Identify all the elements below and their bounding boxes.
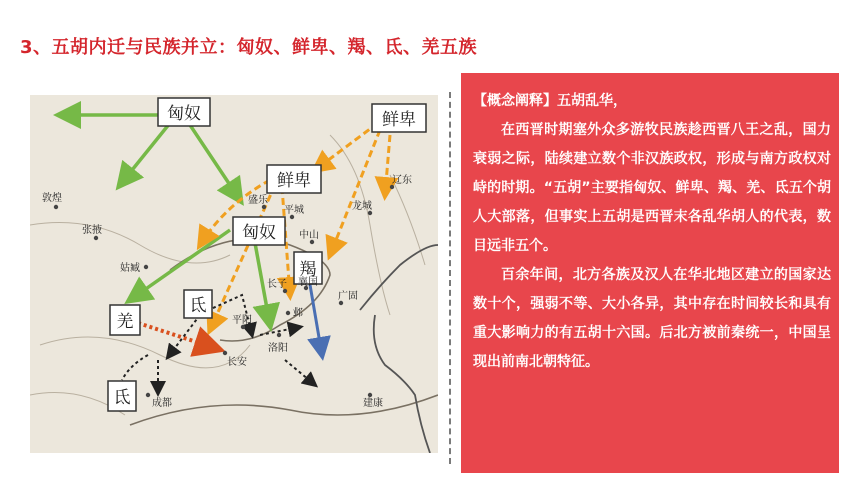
tribe-xiongnu-top	[158, 98, 210, 126]
tribe-di-center	[184, 290, 212, 318]
tribe-xianbei-center-label: 鲜卑	[277, 171, 311, 191]
place-pingyang: 平阳	[232, 315, 252, 326]
place-guanggu: 广固	[338, 291, 358, 302]
tribe-xiongnu-center	[233, 217, 285, 245]
place-liaodong: 辽东	[392, 175, 412, 186]
tribe-xianbei-right	[372, 104, 426, 132]
place-chengdu: 成都	[152, 398, 172, 409]
xianbei-arrows	[200, 123, 390, 330]
place-dunhuang: 敦煌	[42, 193, 62, 204]
page-title: 3、五胡内迁与民族并立：匈奴、鲜卑、羯、氐、羌五族	[20, 37, 478, 58]
tribe-di-lower	[108, 381, 136, 411]
panel-heading: 【概念阐释】五胡乱华，	[473, 93, 627, 109]
place-zhongshan: 中山	[299, 230, 319, 241]
tribe-jie-label: 羯	[299, 260, 317, 280]
tribe-xiongnu-top-label: 匈奴	[167, 104, 201, 124]
tribe-qiang	[110, 305, 140, 335]
place-longcheng: 龙城	[352, 201, 372, 212]
place-zhangye: 张掖	[82, 225, 102, 236]
tribe-xianbei-center	[267, 165, 321, 193]
concept-panel	[461, 73, 839, 473]
coastline	[360, 245, 438, 453]
tribe-di-lower-label: 氐	[113, 388, 131, 408]
tribe-xiongnu-center-label: 匈奴	[242, 223, 276, 243]
tribe-qiang-label: 羌	[116, 312, 134, 332]
place-xiangguo: 襄国	[298, 277, 318, 288]
place-changan: 长安	[227, 357, 247, 368]
tribe-di-center-label: 氐	[189, 296, 207, 316]
tribe-labels	[108, 98, 426, 411]
place-ye: 邺	[293, 308, 303, 319]
place-pingcheng: 平城	[284, 205, 304, 216]
place-guzang: 姑臧	[120, 263, 140, 274]
panel-paragraph-1: 在西晋时期塞外众多游牧民族趁西晋八王之乱，国力衰弱之际，陆续建立数个非汉族政权，形成与南方政权对峙的时期。“五胡”主要指匈奴、鲜卑、羯、羌、氐五个胡人大部落，但事实上五胡是西晋末各乱华胡人的代表，数目远非五个。	[473, 122, 831, 254]
place-jiankang: 建康	[363, 398, 383, 409]
place-luoyang: 洛阳	[268, 343, 288, 354]
migration-map	[30, 95, 438, 453]
place-changzi: 长子	[267, 279, 287, 290]
terrain	[30, 135, 425, 415]
panel-paragraph-2: 百余年间，北方各族及汉人在华北地区建立的国家达数十个，强弱不等、大小各异，其中存在时间较长和具有重大影响力的有五胡十六国。后北方被前秦统一，中国呈现出前南北朝特征。	[473, 267, 831, 370]
tribe-xianbei-right-label: 鲜卑	[382, 110, 416, 130]
dashed-divider	[449, 92, 451, 464]
place-shengle: 盛乐	[248, 195, 268, 206]
